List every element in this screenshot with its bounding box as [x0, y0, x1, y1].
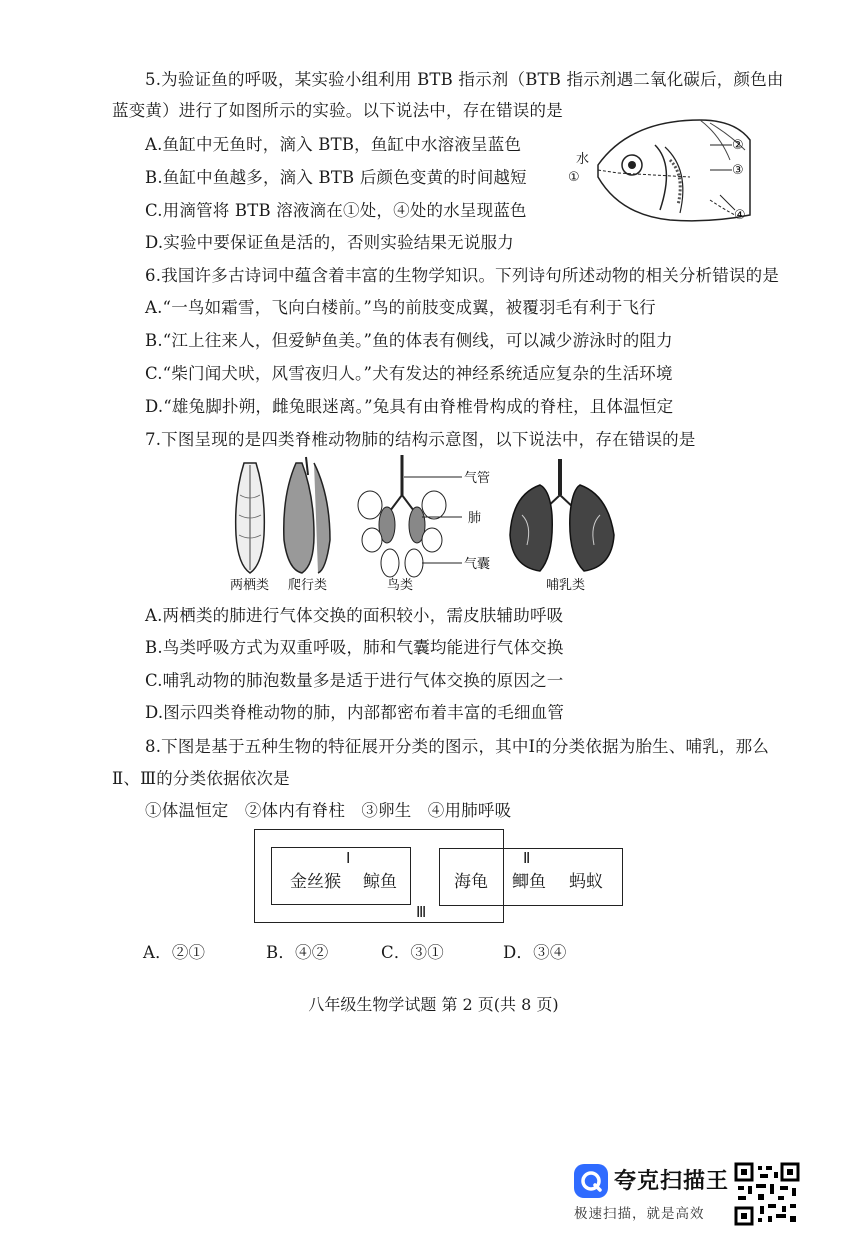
set-II-label: Ⅱ — [523, 851, 531, 867]
scanner-watermark — [566, 1162, 866, 1228]
bird-airsac-label: 气囊 — [464, 557, 491, 572]
q8-option-d: D．③④ — [503, 943, 567, 962]
brand-name: 夸克扫描王 — [614, 1169, 730, 1194]
q5-stem-line1: 5.为验证鱼的呼吸，某实验小组利用 BTB 指示剂（BTB 指示剂遇二氧化碳后，颜色由 — [145, 70, 784, 89]
lung-structure-figure — [222, 455, 622, 595]
q7-option-b: B.鸟类呼吸方式为双重呼吸，肺和气囊均能进行气体交换 — [145, 638, 564, 657]
q5-stem-line2: 蓝变黄）进行了如图所示的实验。以下说法中，存在错误的是 — [112, 101, 563, 120]
fish-water-label: 水 — [576, 152, 590, 167]
q6-option-c: C.“柴门闻犬吠，风雪夜归人。”犬有发达的神经系统适应复杂的生活环境 — [145, 364, 673, 383]
set-I-label: Ⅰ — [346, 851, 351, 867]
q5-option-b: B.鱼缸中鱼越多，滴入 BTB 后颜色变黄的时间越短 — [145, 168, 527, 187]
q5-option-a: A.鱼缸中无鱼时，滴入 BTB，鱼缸中水溶液呈蓝色 — [145, 135, 522, 154]
animal-whale: 鲸鱼 — [363, 872, 397, 892]
q8-stem-line1: 8.下图是基于五种生物的特征展开分类的图示，其中Ⅰ的分类依据为胎生、哺乳，那么 — [145, 737, 770, 756]
animal-turtle: 海龟 — [454, 872, 488, 892]
q6-option-d: D.“雄兔脚扑朔，雌兔眼迷离。”兔具有由脊椎骨构成的脊柱，且体温恒定 — [145, 397, 674, 416]
q6-stem: 6.我国许多古诗词中蕴含着丰富的生物学知识。下列诗句所述动物的相关分析错误的是 — [145, 266, 780, 285]
reptile-label: 爬行类 — [288, 578, 328, 593]
q8-option-b: B．④② — [266, 943, 329, 962]
bird-trachea-label: 气管 — [464, 471, 491, 486]
animal-ant: 蚂蚁 — [569, 872, 603, 892]
amphibian-label: 两栖类 — [230, 578, 270, 593]
fish-marker-3: ③ — [732, 163, 744, 178]
animal-monkey: 金丝猴 — [290, 872, 341, 892]
quark-logo-icon — [574, 1164, 608, 1198]
q7-option-c: C.哺乳动物的肺泡数量多是适于进行气体交换的原因之一 — [145, 671, 564, 690]
q8-option-c: C．③① — [381, 943, 444, 962]
page-footer: 八年级生物学试题 第 2 页(共 8 页) — [308, 995, 559, 1014]
fish-marker-2: ② — [732, 138, 744, 153]
bird-lung-label: 肺 — [468, 511, 482, 526]
q5-option-c: C.用滴管将 BTB 溶液滴在①处，④处的水呈现蓝色 — [145, 201, 527, 220]
fish-marker-4: ④ — [734, 208, 746, 223]
q7-option-a: A.两栖类的肺进行气体交换的面积较小，需皮肤辅助呼吸 — [145, 606, 564, 625]
set-III-label: Ⅲ — [416, 905, 427, 921]
q6-option-b: B.“江上往来人，但爱鲈鱼美。”鱼的体表有侧线，可以减少游泳时的阻力 — [145, 331, 673, 350]
fish-marker-1: ① — [568, 170, 580, 185]
fish-gill-figure — [560, 115, 760, 230]
q8-criteria: ①体温恒定 ②体内有脊柱 ③卵生 ④用肺呼吸 — [145, 801, 512, 820]
q8-stem-line2: Ⅱ、Ⅲ的分类依据依次是 — [112, 769, 290, 788]
q7-stem: 7.下图呈现的是四类脊椎动物肺的结构示意图，以下说法中，存在错误的是 — [145, 430, 696, 449]
q5-option-d: D.实验中要保证鱼是活的，否则实验结果无说服力 — [145, 233, 514, 252]
mammal-label: 哺乳类 — [546, 578, 586, 593]
bird-label: 鸟类 — [387, 578, 414, 593]
brand-slogan: 极速扫描，就是高效 — [574, 1206, 705, 1222]
qr-code-icon — [734, 1162, 800, 1226]
q8-option-a: A．②① — [143, 943, 206, 962]
animal-crucian: 鲫鱼 — [512, 872, 546, 892]
q6-option-a: A.“一鸟如霜雪，飞向白楼前。”鸟的前肢变成翼，被覆羽毛有利于飞行 — [145, 298, 656, 317]
q7-option-d: D.图示四类脊椎动物的肺，内部都密布着丰富的毛细血管 — [145, 703, 565, 722]
